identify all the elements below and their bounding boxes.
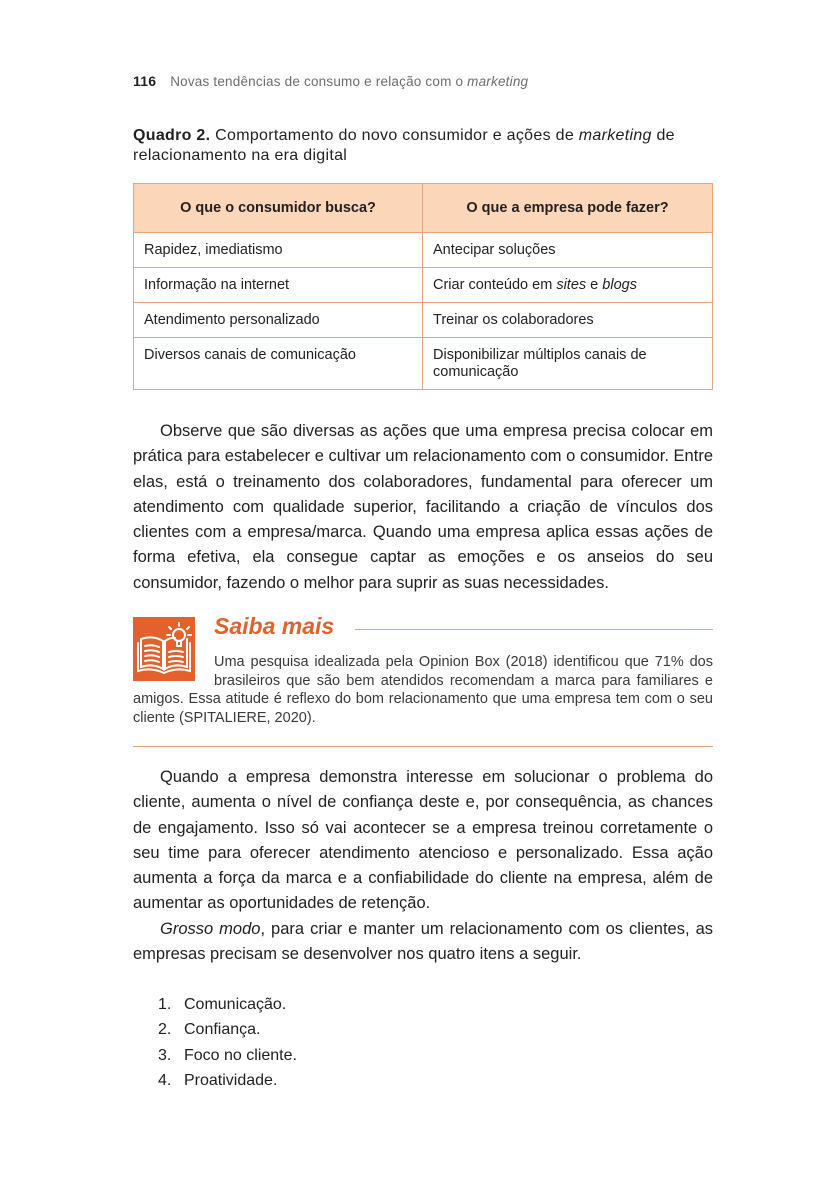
list-item xyxy=(133,1017,297,1042)
caption-italic: marketing xyxy=(578,127,652,144)
page-number: 116 xyxy=(133,73,157,89)
table-row xyxy=(134,268,713,303)
cell-text: Criar conteúdo em xyxy=(433,277,553,293)
paragraph-text: Observe que são diversas as ações que uma empresa precisa colocar em prática para estabelecer e cultivar um relacionamento com o consumidor. Entre elas, está o treinamento dos colaboradores, fundamental para oferecer um atendimento com qualidade superior, facilitando a criação de vínculos dos clientes com a empresa/marca. Quando uma empresa aplica essas ações de forma efetiva, ela consegue captar as emoções e os anseios do seu consumidor, fazendo o melhor para suprir as suas necessidades. xyxy=(133,422,713,592)
list-item xyxy=(133,992,297,1017)
paragraph-1 xyxy=(133,419,713,596)
divider xyxy=(355,629,713,630)
column-header: O que a empresa pode fazer? xyxy=(423,184,713,233)
caption-label: Quadro 2. xyxy=(133,127,211,144)
running-title: Novas tendências de consumo e relação com o xyxy=(170,74,464,89)
table-caption xyxy=(133,126,713,166)
table-cell: Informação na internet xyxy=(134,268,423,303)
saiba-mais-text-wrap xyxy=(133,653,713,727)
paragraph-2 xyxy=(133,765,713,967)
table-cell: Rapidez, imediatismo xyxy=(134,233,423,268)
table-cell: Disponibilizar múltiplos canais de comunicação xyxy=(423,338,713,390)
quadro-table xyxy=(133,183,713,390)
list-item xyxy=(133,1068,297,1093)
paragraph-3 xyxy=(133,917,713,968)
table-cell: Treinar os colaboradores xyxy=(423,303,713,338)
column-header: O que o consumidor busca? xyxy=(134,184,423,233)
list-number: 3. xyxy=(158,1046,172,1064)
list-text: Comunicação. xyxy=(184,996,287,1013)
cell-italic: sites xyxy=(556,277,587,293)
list-text: Confiança. xyxy=(184,1021,261,1039)
saiba-mais-title: Saiba mais xyxy=(214,613,335,639)
table-row xyxy=(134,233,713,268)
caption-text: Comportamento do novo consumidor e ações de xyxy=(215,127,575,144)
running-title-italic: marketing xyxy=(467,74,529,89)
list-text: Proatividade. xyxy=(184,1071,278,1089)
table-row xyxy=(134,338,713,390)
cell-italic: blogs xyxy=(602,277,637,293)
caption-text-end: de relacionamento na era digital xyxy=(133,127,675,164)
list-item xyxy=(133,1043,297,1068)
saiba-mais-text: Uma pesquisa idealizada pela Opinion Box (2018) identificou que 71% dos brasileiros que são bem atendidos recomendam a marca para familiares e amigos. Essa atitude é reflexo do bom relacionamento que uma empresa tem com o seu cliente (SPITALIERE, 2020). xyxy=(133,654,713,726)
list-number: 4. xyxy=(158,1071,172,1089)
table-cell: Antecipar soluções xyxy=(423,233,713,268)
divider xyxy=(133,746,713,747)
table-cell xyxy=(423,268,713,303)
table-cell: Diversos canais de comunicação xyxy=(134,338,423,390)
running-head xyxy=(133,73,528,89)
list-text: Foco no cliente. xyxy=(184,1046,297,1064)
table-row xyxy=(134,303,713,338)
paragraph-text: Quando a empresa demonstra interesse em solucionar o problema do cliente, aumenta o nível de confiança deste e, por consequência, as chances de engajamento. Isso só vai acontecer se a empresa treinou corretamente o seu time para oferecer atendimento atencioso e personalizado. Essa ação aumenta a força da marca e a confiabilidade do cliente na empresa, além de aumentar as oportunidades de retenção. xyxy=(133,768,713,913)
table-cell: Atendimento personalizado xyxy=(134,303,423,338)
paragraph-text: , para criar e manter um relacionamento com os clientes, as empresas precisam se desenvolver nos quatro itens a seguir. xyxy=(133,919,713,964)
table-header-row xyxy=(134,184,713,233)
list-number: 1. xyxy=(158,996,172,1013)
icon-spacer xyxy=(133,653,214,689)
list-number: 2. xyxy=(158,1021,172,1039)
numbered-list xyxy=(133,992,297,1093)
italic-lead: Grosso modo xyxy=(160,919,261,938)
cell-text: e xyxy=(590,277,599,293)
